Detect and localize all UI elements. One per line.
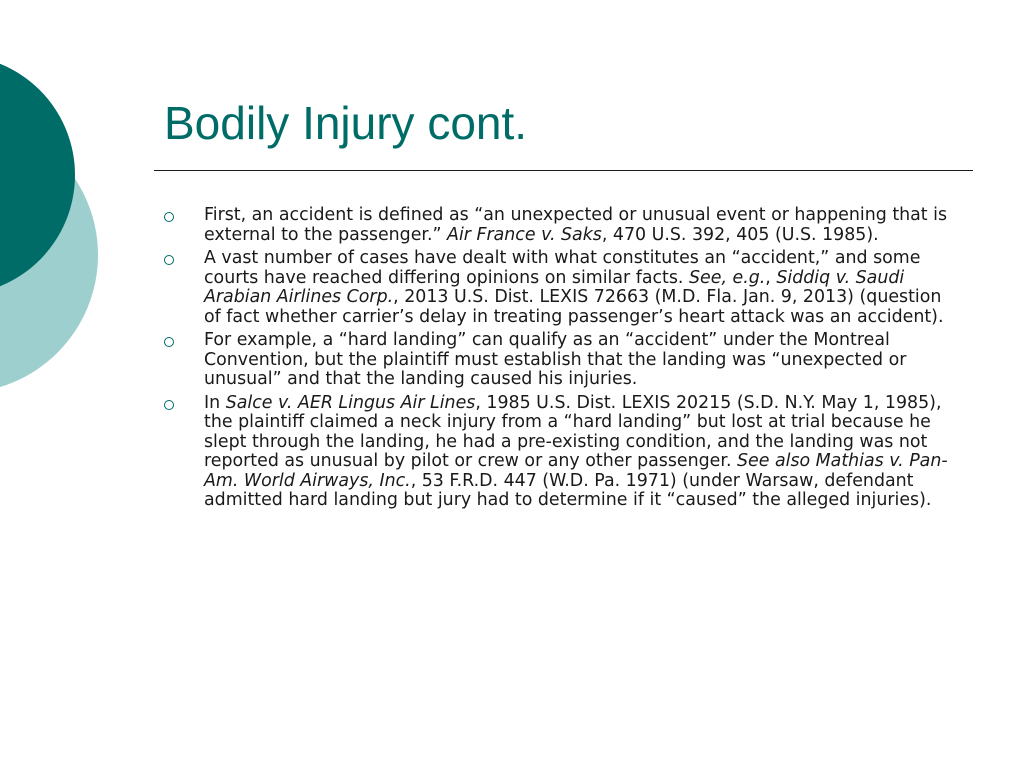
text-segment: , 1985 U.S. Dist. LEXIS 20215 (S.D. N.Y. May 1, 1985), the plaintiff claimed a neck injury from a “hard landing” but lost at trial because he slept through the landing, he had a pre-existing condition, and the landing was not reported as unusual by pilot or crew or any other passenger. <box>204 392 942 471</box>
hollow-circle-icon <box>164 255 174 265</box>
bullet-list <box>162 206 962 515</box>
bullet-text <box>204 331 962 390</box>
bullet-item <box>162 249 962 327</box>
case-citation: Salce v. AER Lingus Air Lines <box>225 392 476 413</box>
bullet-text <box>204 206 962 245</box>
text-segment: A vast number of cases have dealt with what constitutes an “accident,” and some courts have reached differing opinions on similar facts. <box>204 248 921 288</box>
text-segment: First, an accident is defined as “an unexpected or unusual event or happening that is external to the passenger.” <box>204 205 948 245</box>
text-segment: For example, a “hard landing” can qualify as an “accident” under the Montreal Convention, but the plaintiff must establish that the landing was “unexpected or unusual” and that the landing caused his injuries. <box>204 330 907 389</box>
text-segment: , 2013 U.S. Dist. LEXIS 72663 (M.D. Fla. Jan. 9, 2013) (question of fact whether carrier’s delay in treating passenger’s heart attack was an accident). <box>204 287 944 327</box>
case-citation: Air France v. Saks <box>447 224 602 245</box>
bullet-text <box>204 249 962 327</box>
slide-title: Bodily Injury cont. <box>164 97 528 149</box>
bullet-item <box>162 331 962 390</box>
title-divider <box>154 170 973 171</box>
text-segment: , 53 F.R.D. 447 (W.D. Pa. 1971) (under Warsaw, defendant admitted hard landing but jury had to determine if it “caused” the alleged injuries). <box>204 470 932 510</box>
bullet-item <box>162 206 962 245</box>
bullet-item <box>162 394 962 511</box>
hollow-circle-icon <box>164 400 174 410</box>
hollow-circle-icon <box>164 337 174 347</box>
case-citation: See, e.g. <box>689 267 766 288</box>
text-segment: , 470 U.S. 392, 405 (U.S. 1985). <box>601 224 879 245</box>
decorative-circles <box>0 0 130 420</box>
bullet-text <box>204 394 962 511</box>
hollow-circle-icon <box>164 212 174 222</box>
case-citation: See also Mathias v. Pan-Am. World Airways, Inc. <box>204 451 948 491</box>
text-segment: , <box>765 267 777 288</box>
text-segment: In <box>204 392 226 413</box>
case-citation: Siddiq v. Saudi Arabian Airlines Corp. <box>204 267 905 307</box>
